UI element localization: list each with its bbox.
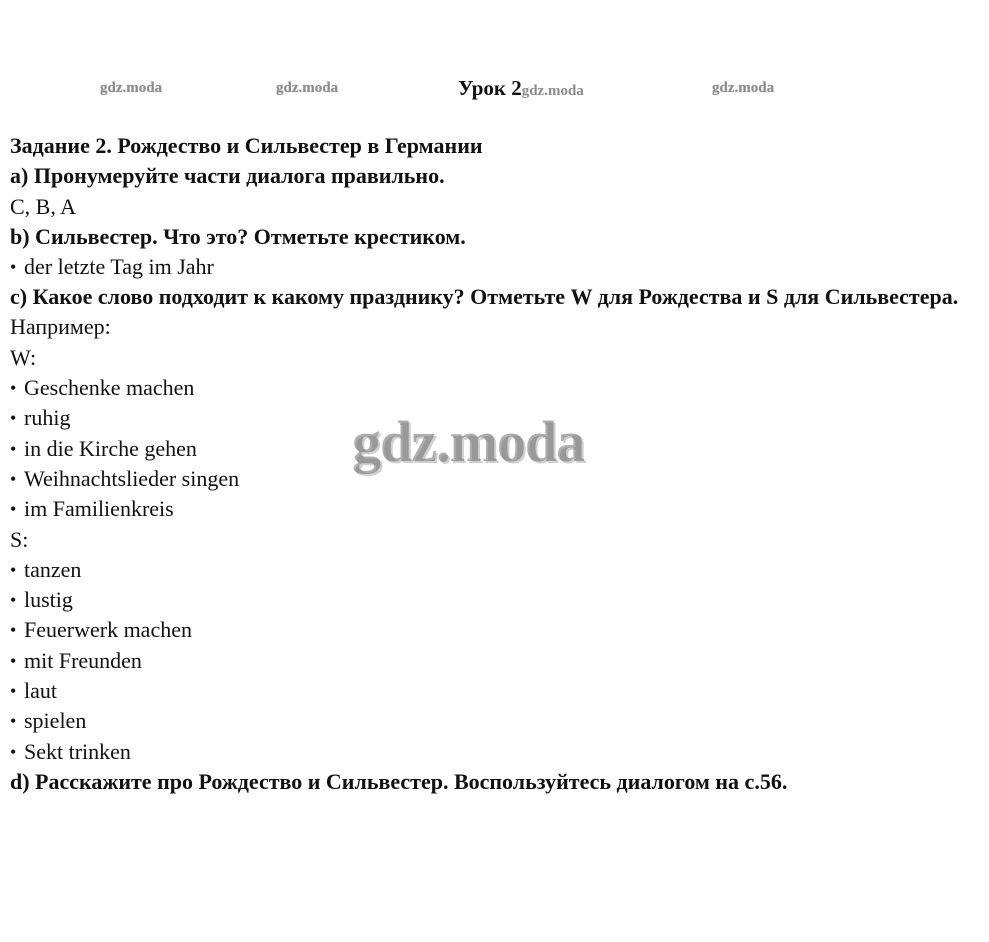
list-item	[10, 615, 983, 645]
bullet-icon: •	[10, 559, 17, 580]
list-item	[10, 737, 983, 767]
list-item	[10, 676, 983, 706]
bullet-icon: •	[10, 378, 17, 399]
bullet-icon: •	[10, 741, 17, 762]
question-d: d) Расскажите про Рождество и Сильвестер. Воспользуйтесь диалогом на с.56.	[10, 768, 788, 794]
lesson-title-text: Урок 2	[458, 76, 522, 100]
task-title: Задание 2. Рождество и Сильвестер в Германии	[10, 133, 483, 158]
list-item	[10, 646, 983, 676]
watermark-header-3: gdz.moda	[521, 83, 584, 99]
bullet-icon: •	[10, 681, 17, 702]
answer-a: C, B, A	[10, 193, 77, 219]
list-item-text: Sekt trinken	[24, 738, 131, 764]
s-label: S:	[10, 526, 29, 552]
bullet-icon: •	[10, 408, 17, 429]
list-item-text: ruhig	[24, 405, 71, 431]
list-item-text: Geschenke machen	[24, 375, 195, 401]
question-a: a) Пронумеруйте части диалога правильно.	[10, 163, 445, 189]
list-item-text: lustig	[24, 587, 73, 613]
answer-b	[10, 252, 983, 282]
watermark-header-2: gdz.moda	[276, 80, 339, 96]
watermark-header-4: gdz.moda	[712, 80, 775, 96]
list-item-text: in die Kirche gehen	[24, 435, 197, 461]
list-item	[10, 555, 983, 585]
bullet-icon: •	[10, 711, 17, 732]
question-c: c) Какое слово подходит к какому празднику? Отметьте W для Рождества и S для Сильвестера.	[10, 284, 959, 310]
list-item	[10, 706, 983, 736]
list-item-text: tanzen	[24, 556, 82, 582]
w-label: W:	[10, 344, 37, 370]
watermark-header-1: gdz.moda	[100, 80, 163, 96]
list-item	[10, 373, 983, 403]
list-item-text: laut	[24, 678, 57, 704]
lesson-title	[458, 76, 584, 101]
list-item-text: Feuerwerk machen	[24, 617, 192, 643]
bullet-icon: •	[10, 257, 17, 278]
list-item	[10, 585, 983, 615]
list-item-text: im Familienkreis	[24, 496, 174, 522]
bullet-icon: •	[10, 620, 17, 641]
watermark-center: gdz.moda	[352, 409, 585, 474]
example-label: Например:	[10, 314, 111, 340]
bullet-icon: •	[10, 650, 17, 671]
list-item-text: mit Freunden	[24, 647, 142, 673]
answer-b-text: der letzte Tag im Jahr	[24, 254, 214, 280]
bullet-icon: •	[10, 438, 17, 459]
bullet-icon: •	[10, 590, 17, 611]
question-b: b) Сильвестер. Что это? Отметьте крестиком.	[10, 223, 466, 249]
bullet-icon: •	[10, 499, 17, 520]
bullet-icon: •	[10, 468, 17, 489]
list-item	[10, 494, 983, 524]
list-item-text: Weihnachtslieder singen	[24, 465, 240, 491]
list-item-text: spielen	[24, 708, 87, 734]
